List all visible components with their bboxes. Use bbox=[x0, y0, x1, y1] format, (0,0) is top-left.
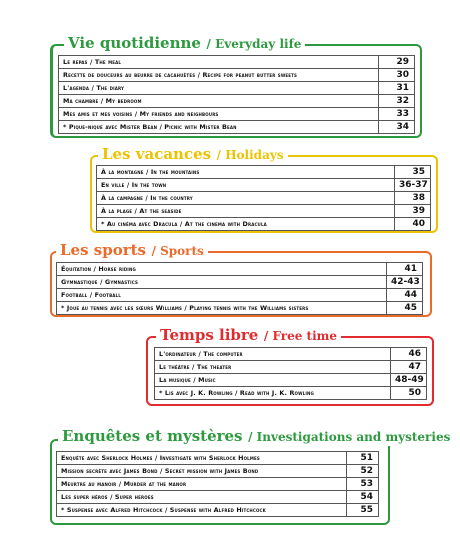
toc-entry-label: Mes amis et mes voisins / My friends and neighbours bbox=[59, 108, 379, 121]
toc-row bbox=[155, 387, 427, 400]
toc-row bbox=[59, 56, 415, 69]
toc-entry-label: * Suspense avec Alfred Hitchcock / Suspense with Alfred Hitchcock bbox=[57, 504, 347, 517]
toc-row bbox=[59, 121, 415, 134]
heading-fr: Les sports bbox=[60, 241, 146, 259]
section-investigations bbox=[50, 425, 451, 525]
toc-row bbox=[59, 108, 415, 121]
toc-row bbox=[155, 361, 427, 374]
toc-row bbox=[57, 491, 379, 504]
toc-row bbox=[59, 69, 415, 82]
heading-fr: Vie quotidienne bbox=[68, 34, 201, 52]
toc-entry-label: En ville / In the town bbox=[97, 179, 395, 192]
toc-row bbox=[97, 166, 431, 179]
toc-row bbox=[155, 374, 427, 387]
heading-fr: Temps libre bbox=[160, 326, 259, 344]
toc-page-number: 32 bbox=[379, 95, 415, 108]
toc-entry-label: L'ordinateur / The computer bbox=[155, 348, 391, 361]
toc-entry-label: * Pique-nique avec Mister Bean / Picnic with Mister Bean bbox=[59, 121, 379, 134]
toc-page-number: 52 bbox=[347, 465, 379, 478]
toc-row bbox=[57, 302, 423, 315]
toc-row bbox=[57, 504, 379, 517]
heading-en: / Free time bbox=[263, 329, 337, 343]
toc-entry-label: À la montagne / In the mountains bbox=[97, 166, 395, 179]
toc-page-number: 54 bbox=[347, 491, 379, 504]
toc-entry-label: Le repas / The meal bbox=[59, 56, 379, 69]
heading-fr: Enquêtes et mystères bbox=[62, 427, 243, 445]
toc-entry-label: * Joue au tennis avec les sœurs Williams / Playing tennis with the Williams sisters bbox=[57, 302, 387, 315]
heading-en: / Sports bbox=[151, 244, 204, 258]
toc-entry-label: L'agenda / The diary bbox=[59, 82, 379, 95]
toc-entry-label: La musique / Music bbox=[155, 374, 391, 387]
section-heading bbox=[156, 326, 341, 345]
toc-page-number: 29 bbox=[379, 56, 415, 69]
toc-table bbox=[58, 55, 415, 134]
toc-page-number: 42-43 bbox=[387, 276, 423, 289]
toc-row bbox=[57, 289, 423, 302]
toc-entry-label: Équitation / Horse riding bbox=[57, 263, 387, 276]
toc-entry-label: Football / Football bbox=[57, 289, 387, 302]
toc-entry-label: Recette de douceurs au beurre de cacahuètes / Recipe for peanut butter sweets bbox=[59, 69, 379, 82]
toc-page-number: 50 bbox=[391, 387, 427, 400]
section-heading bbox=[98, 145, 288, 164]
toc-table bbox=[56, 451, 379, 517]
section-everyday-life bbox=[50, 34, 422, 138]
toc-row bbox=[97, 179, 431, 192]
toc-row bbox=[97, 218, 431, 231]
toc-row bbox=[97, 192, 431, 205]
toc-page-number: 46 bbox=[391, 348, 427, 361]
toc-entry-label: Ma chambre / My bedroom bbox=[59, 95, 379, 108]
toc-entry-label: Mission secrète avec James Bond / Secret mission with James Bond bbox=[57, 465, 347, 478]
toc-row bbox=[155, 348, 427, 361]
toc-page-number: 53 bbox=[347, 478, 379, 491]
toc-row bbox=[57, 276, 423, 289]
toc-page-number: 36-37 bbox=[395, 179, 431, 192]
toc-row bbox=[57, 263, 423, 276]
heading-en: / Everyday life bbox=[206, 37, 302, 51]
toc-row bbox=[59, 95, 415, 108]
toc-table bbox=[154, 347, 427, 400]
toc-page-number: 38 bbox=[395, 192, 431, 205]
section-free-time bbox=[146, 326, 434, 406]
toc-entry-label: * Lis avec J. K. Rowling / Read with J. K. Rowling bbox=[155, 387, 391, 400]
toc-entry-label: Enquête avec Sherlock Holmes / Investigate with Sherlock Holmes bbox=[57, 452, 347, 465]
toc-page-number: 34 bbox=[379, 121, 415, 134]
toc-page-number: 44 bbox=[387, 289, 423, 302]
toc-page-number: 55 bbox=[347, 504, 379, 517]
toc-page-number: 30 bbox=[379, 69, 415, 82]
toc-page-number: 40 bbox=[395, 218, 431, 231]
section-heading bbox=[58, 427, 454, 446]
heading-en: / Investigations and mysteries bbox=[248, 430, 451, 444]
toc-page-number: 39 bbox=[395, 205, 431, 218]
toc-table bbox=[56, 262, 423, 315]
toc-row bbox=[57, 465, 379, 478]
toc-entry-label: Les super héros / Super heroes bbox=[57, 491, 347, 504]
toc-page-number: 41 bbox=[387, 263, 423, 276]
toc-page-number: 48-49 bbox=[391, 374, 427, 387]
toc-entry-label: Gymnastique / Gymnastics bbox=[57, 276, 387, 289]
section-heading bbox=[56, 241, 208, 260]
toc-entry-label: À la campagne / In the country bbox=[97, 192, 395, 205]
toc-row bbox=[57, 478, 379, 491]
toc-page-number: 35 bbox=[395, 166, 431, 179]
toc-entry-label: * Au cinéma avec Dracula / At the cinema with Dracula bbox=[97, 218, 395, 231]
toc-page-number: 33 bbox=[379, 108, 415, 121]
heading-en: / Holidays bbox=[216, 148, 284, 162]
toc-page-number: 47 bbox=[391, 361, 427, 374]
toc-row bbox=[97, 205, 431, 218]
toc-entry-label: Le théâtre / The theater bbox=[155, 361, 391, 374]
heading-fr: Les vacances bbox=[102, 145, 212, 163]
toc-row bbox=[57, 452, 379, 465]
toc-row bbox=[59, 82, 415, 95]
toc-entry-label: Meurtre au manoir / Murder at the manor bbox=[57, 478, 347, 491]
toc-page-number: 45 bbox=[387, 302, 423, 315]
section-sports bbox=[50, 241, 432, 317]
toc-page-number: 31 bbox=[379, 82, 415, 95]
section-heading bbox=[64, 34, 305, 53]
section-holidays bbox=[90, 145, 438, 233]
toc-table bbox=[96, 165, 431, 231]
toc-entry-label: À la plage / At the seaside bbox=[97, 205, 395, 218]
toc-page-number: 51 bbox=[347, 452, 379, 465]
